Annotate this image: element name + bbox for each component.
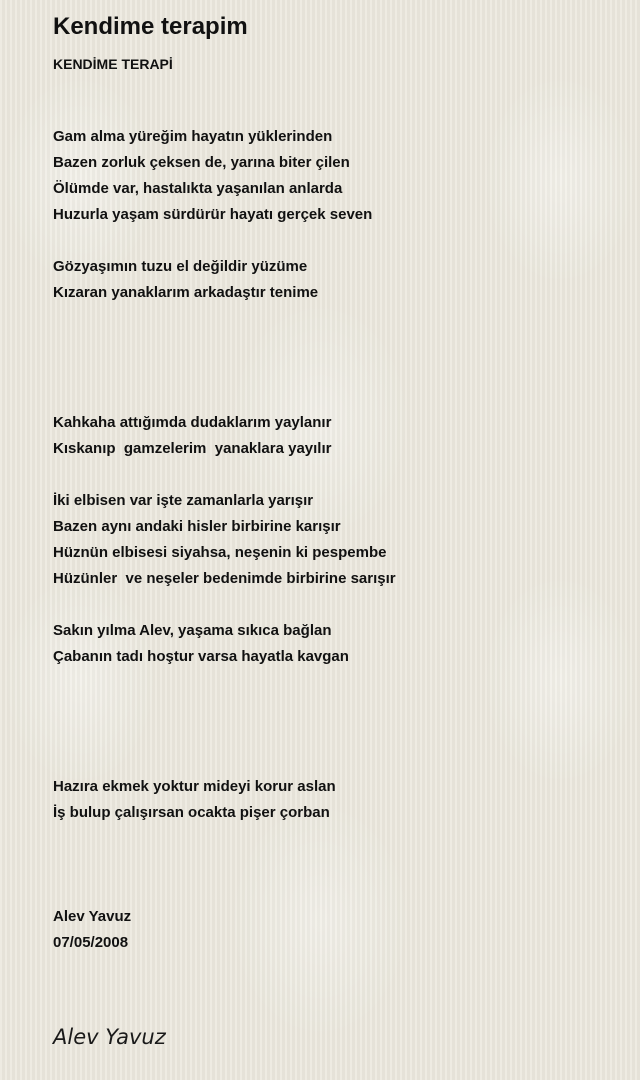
poem-line: Sakın yılma Alev, yaşama sıkıca bağlan: [53, 622, 332, 639]
stanza-3: [53, 410, 613, 462]
author-name: Alev Yavuz: [53, 908, 132, 925]
poem-line: Kızaran yanaklarım arkadaştır tenime: [53, 284, 319, 301]
poem-line: İki elbisen var işte zamanlarla yarışır: [53, 492, 314, 509]
poem-subtitle: KENDİME TERAPİ: [53, 56, 173, 72]
poem-line: Kahkaha attığımda dudaklarım yaylanır: [53, 414, 332, 431]
poem-line: Ölümde var, hastalıkta yaşanılan anlarda: [53, 180, 343, 197]
poem-line: Bazen zorluk çeksen de, yarına biter çilen: [53, 154, 350, 171]
poem-line: Huzurla yaşam sürdürür hayatı gerçek seven: [53, 206, 373, 223]
poem-line: Hüznün elbisesi siyahsa, neşenin ki pespembe: [53, 544, 387, 561]
poem-title: Kendime terapim: [53, 13, 248, 40]
poem-line: Bazen aynı andaki hisler birbirine karışır: [53, 518, 341, 535]
stanza-5: [53, 618, 613, 670]
author-signature: Alev Yavuz: [53, 1025, 166, 1049]
poem-date: 07/05/2008: [53, 934, 129, 951]
author-block: [53, 904, 613, 956]
stanza-1: [53, 124, 613, 228]
poem-line: İş bulup çalışırsan ocakta pişer çorban: [53, 804, 330, 821]
poem-line: Hazıra ekmek yoktur mideyi korur aslan: [53, 778, 336, 795]
poem-line: Gözyaşımın tuzu el değildir yüzüme: [53, 258, 308, 275]
stanza-6: [53, 774, 613, 826]
poem-line: Kıskanıp gamzelerim yanaklara yayılır: [53, 440, 332, 457]
stanza-2: [53, 254, 613, 306]
poem-line: Hüzünler ve neşeler bedenimde birbirine sarışır: [53, 570, 396, 587]
poem-line: Çabanın tadı hoştur varsa hayatla kavgan: [53, 648, 349, 665]
poem-line: Gam alma yüreğim hayatın yüklerinden: [53, 128, 333, 145]
poem-page: [53, 12, 613, 1052]
stanza-4: [53, 488, 613, 592]
